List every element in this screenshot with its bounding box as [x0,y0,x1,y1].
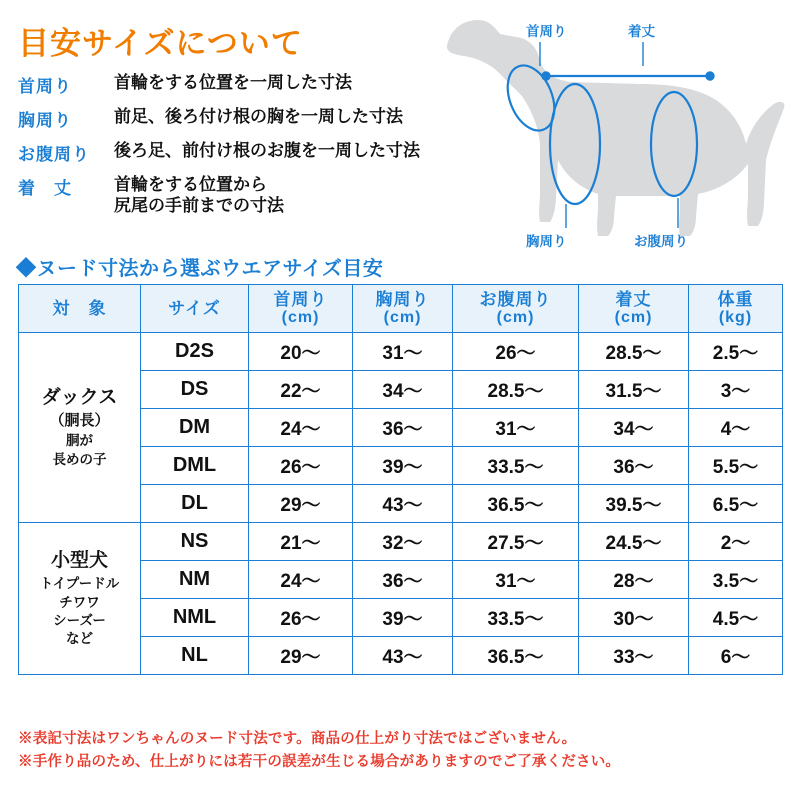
col-target [19,285,141,333]
col-weight-label: 体重 [717,289,754,309]
definition-term: 胸周り [18,111,72,130]
page-title: 目安サイズについて [18,26,303,61]
cell-weight: 6〜 [689,637,783,675]
cell-length: 31.5〜 [579,371,689,409]
group-name: 小型犬 [50,549,108,571]
cell-weight: 3〜 [689,371,783,409]
cell-chest: 31〜 [353,333,453,371]
cell-length: 24.5〜 [579,523,689,561]
group-note-line2: チワワ [59,594,100,610]
definition-desc: 首輪をする位置を一周した寸法 [114,73,352,92]
col-length-label: 着丈 [615,289,652,309]
cell-weight: 2〜 [689,523,783,561]
col-belly-label: お腹周り [479,289,552,309]
cell-chest: 36〜 [353,409,453,447]
cell-chest: 34〜 [353,371,453,409]
cell-chest: 43〜 [353,637,453,675]
cell-length: 34〜 [579,409,689,447]
col-target-label: 対 象 [52,298,107,318]
dog-illustration-svg [430,4,798,254]
table-row [19,523,783,561]
cell-size: DML [141,447,249,485]
table-header-row [19,285,783,333]
definition-row [18,106,498,131]
group-note-line1: トイプードル [39,576,120,592]
col-length [579,285,689,333]
cell-belly: 36.5〜 [453,637,579,675]
cell-weight: 6.5〜 [689,485,783,523]
definition-desc: 前足、後ろ付け根の胸を一周した寸法 [114,107,403,126]
group-note [21,432,138,468]
notes-section [18,728,788,774]
col-neck [249,285,353,333]
cell-neck: 29〜 [249,485,353,523]
definition-desc-line2: 尻尾の手前までの寸法 [114,196,284,216]
note-line-1: ※表記寸法はワンちゃんのヌード寸法です。商品の仕上がり寸法ではございません。 [18,731,577,747]
cell-neck: 21〜 [249,523,353,561]
col-size [141,285,249,333]
group-note-line3: シーズー [53,612,106,628]
cell-belly: 33.5〜 [453,447,579,485]
cell-chest: 39〜 [353,599,453,637]
cell-length: 28〜 [579,561,689,599]
size-table-header [19,285,783,333]
definition-term: 首周り [18,77,72,96]
cell-neck: 24〜 [249,409,353,447]
group-cell-small-dog [19,523,141,675]
col-belly-unit: (cm) [496,309,535,327]
section-heading: ◆ヌード寸法から選ぶウエアサイズ目安 [16,258,384,280]
cell-neck: 29〜 [249,637,353,675]
group-note [21,575,138,648]
cell-chest: 43〜 [353,485,453,523]
cell-neck: 20〜 [249,333,353,371]
cell-chest: 36〜 [353,561,453,599]
cell-belly: 31〜 [453,409,579,447]
definition-row [18,72,498,97]
col-chest-unit: (cm) [383,309,422,327]
definition-term: お腹周り [18,145,90,164]
group-sub: （胴長） [49,411,110,429]
group-note-line4: など [66,631,93,647]
cell-belly: 31〜 [453,561,579,599]
cell-chest: 32〜 [353,523,453,561]
definition-desc-line1: 首輪をする位置から [114,175,267,194]
dog-measurement-diagram [430,4,798,254]
length-measure-line [542,72,713,79]
cell-weight: 2.5〜 [689,333,783,371]
table-row [19,333,783,371]
col-chest [353,285,453,333]
cell-size: NM [141,561,249,599]
cell-weight: 3.5〜 [689,561,783,599]
size-table [18,284,783,675]
definition-list [18,72,498,226]
cell-neck: 26〜 [249,599,353,637]
col-weight [689,285,783,333]
cell-neck: 22〜 [249,371,353,409]
cell-chest: 39〜 [353,447,453,485]
definition-desc: 後ろ足、前付け根のお腹を一周した寸法 [114,141,420,160]
dog-silhouette [447,20,784,236]
cell-length: 39.5〜 [579,485,689,523]
definition-row [18,140,498,165]
cell-belly: 36.5〜 [453,485,579,523]
cell-neck: 24〜 [249,561,353,599]
cell-belly: 26〜 [453,333,579,371]
cell-belly: 33.5〜 [453,599,579,637]
definition-row [18,174,498,217]
col-belly [453,285,579,333]
definition-term: 着 丈 [18,179,72,198]
cell-length: 33〜 [579,637,689,675]
cell-belly: 27.5〜 [453,523,579,561]
cell-weight: 4〜 [689,409,783,447]
col-weight-unit: (kg) [718,309,753,327]
col-neck-unit: (cm) [281,309,320,327]
cell-size: DL [141,485,249,523]
cell-weight: 4.5〜 [689,599,783,637]
label-chest-bottom: 胸周り [526,234,567,249]
cell-length: 28.5〜 [579,333,689,371]
label-neck-top: 首周り [526,24,567,39]
cell-size: DM [141,409,249,447]
col-size-label: サイズ [168,298,221,318]
group-cell-dachshund [19,333,141,523]
col-neck-label: 首周り [273,289,328,309]
cell-weight: 5.5〜 [689,447,783,485]
cell-neck: 26〜 [249,447,353,485]
col-chest-label: 胸周り [375,289,430,309]
group-name: ダックス [41,387,118,409]
definition-desc [114,174,284,217]
cell-size: NML [141,599,249,637]
cell-length: 30〜 [579,599,689,637]
note-line-2: ※手作り品のため、仕上がりには若干の誤差が生じる場合がありますのでご了承ください。 [18,754,621,771]
cell-length: 36〜 [579,447,689,485]
label-belly-bottom: お腹周り [634,234,688,249]
cell-size: D2S [141,333,249,371]
cell-belly: 28.5〜 [453,371,579,409]
group-note-line2: 長めの子 [52,451,107,467]
cell-size: DS [141,371,249,409]
col-length-unit: (cm) [614,309,653,327]
cell-size: NL [141,637,249,675]
label-length-top: 着丈 [628,24,655,39]
group-note-line1: 胴が [66,433,93,449]
size-table-body [19,333,783,675]
cell-size: NS [141,523,249,561]
